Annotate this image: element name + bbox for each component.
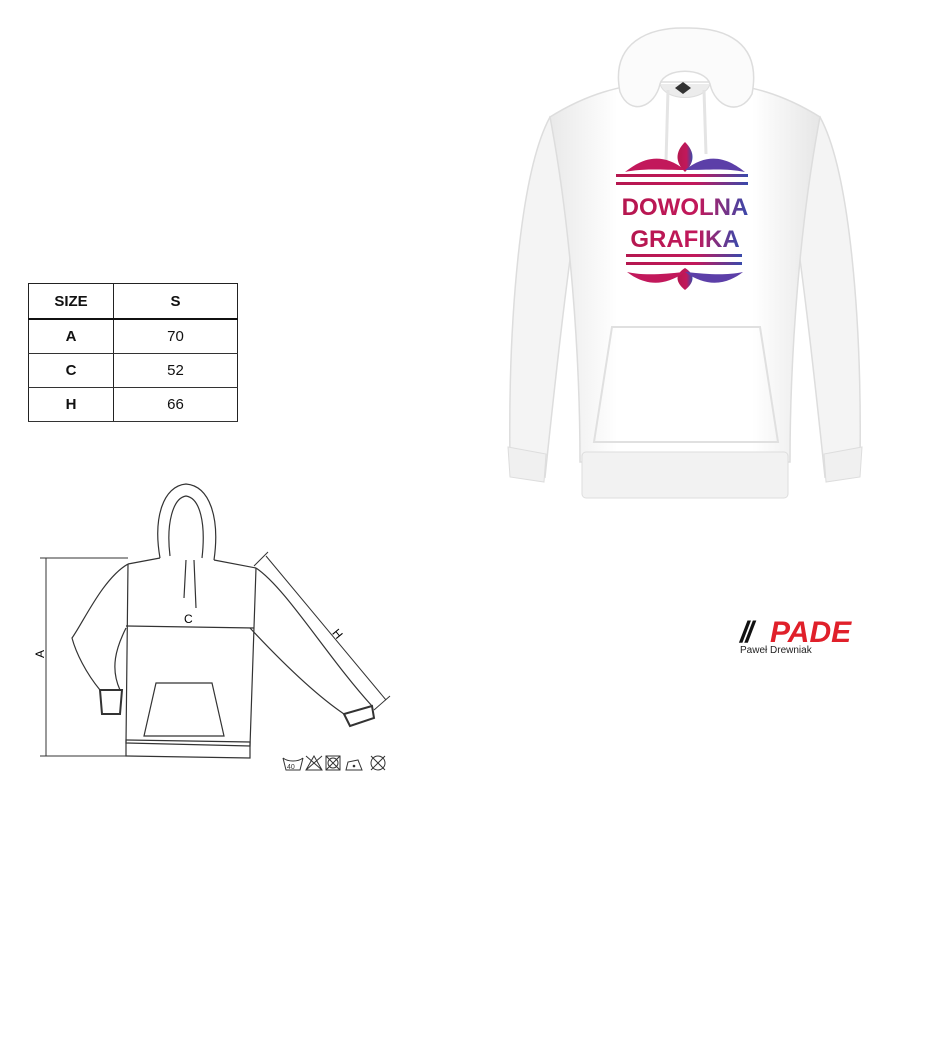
table-row [29, 354, 238, 388]
row-label: C [29, 354, 114, 388]
print-line-2: GRAFIKA [630, 226, 740, 253]
row-value: 66 [114, 388, 238, 422]
logo-subtitle: Paweł Drewniak [740, 645, 812, 656]
dimension-lines [40, 552, 390, 756]
no-tumble-dry-icon [326, 756, 340, 770]
no-bleach-icon [306, 756, 322, 770]
table-row [29, 388, 238, 422]
hoodie-outline [72, 484, 374, 758]
size-table [28, 283, 238, 422]
label-c: C [184, 612, 193, 626]
measurement-diagram [28, 478, 398, 778]
print-line-1: DOWOLNA [621, 194, 749, 221]
label-a: A [33, 649, 47, 658]
size-table-header [29, 284, 238, 320]
size-header-label: SIZE [29, 284, 114, 320]
product-photo [500, 22, 870, 507]
row-value: 52 [114, 354, 238, 388]
svg-text:40: 40 [287, 764, 295, 771]
iron-low-icon [346, 760, 362, 770]
brand-logo [738, 617, 878, 661]
logo-slashes: // [740, 616, 751, 649]
row-label: A [29, 319, 114, 354]
label-h: H [329, 626, 346, 642]
row-label: H [29, 388, 114, 422]
table-row [29, 319, 238, 354]
care-icons [283, 756, 385, 771]
size-header-s: S [114, 284, 238, 320]
wash-40-icon [283, 758, 303, 771]
logo-word: PADE [770, 616, 852, 649]
row-value: 70 [114, 319, 238, 354]
no-dry-clean-icon [371, 756, 385, 770]
